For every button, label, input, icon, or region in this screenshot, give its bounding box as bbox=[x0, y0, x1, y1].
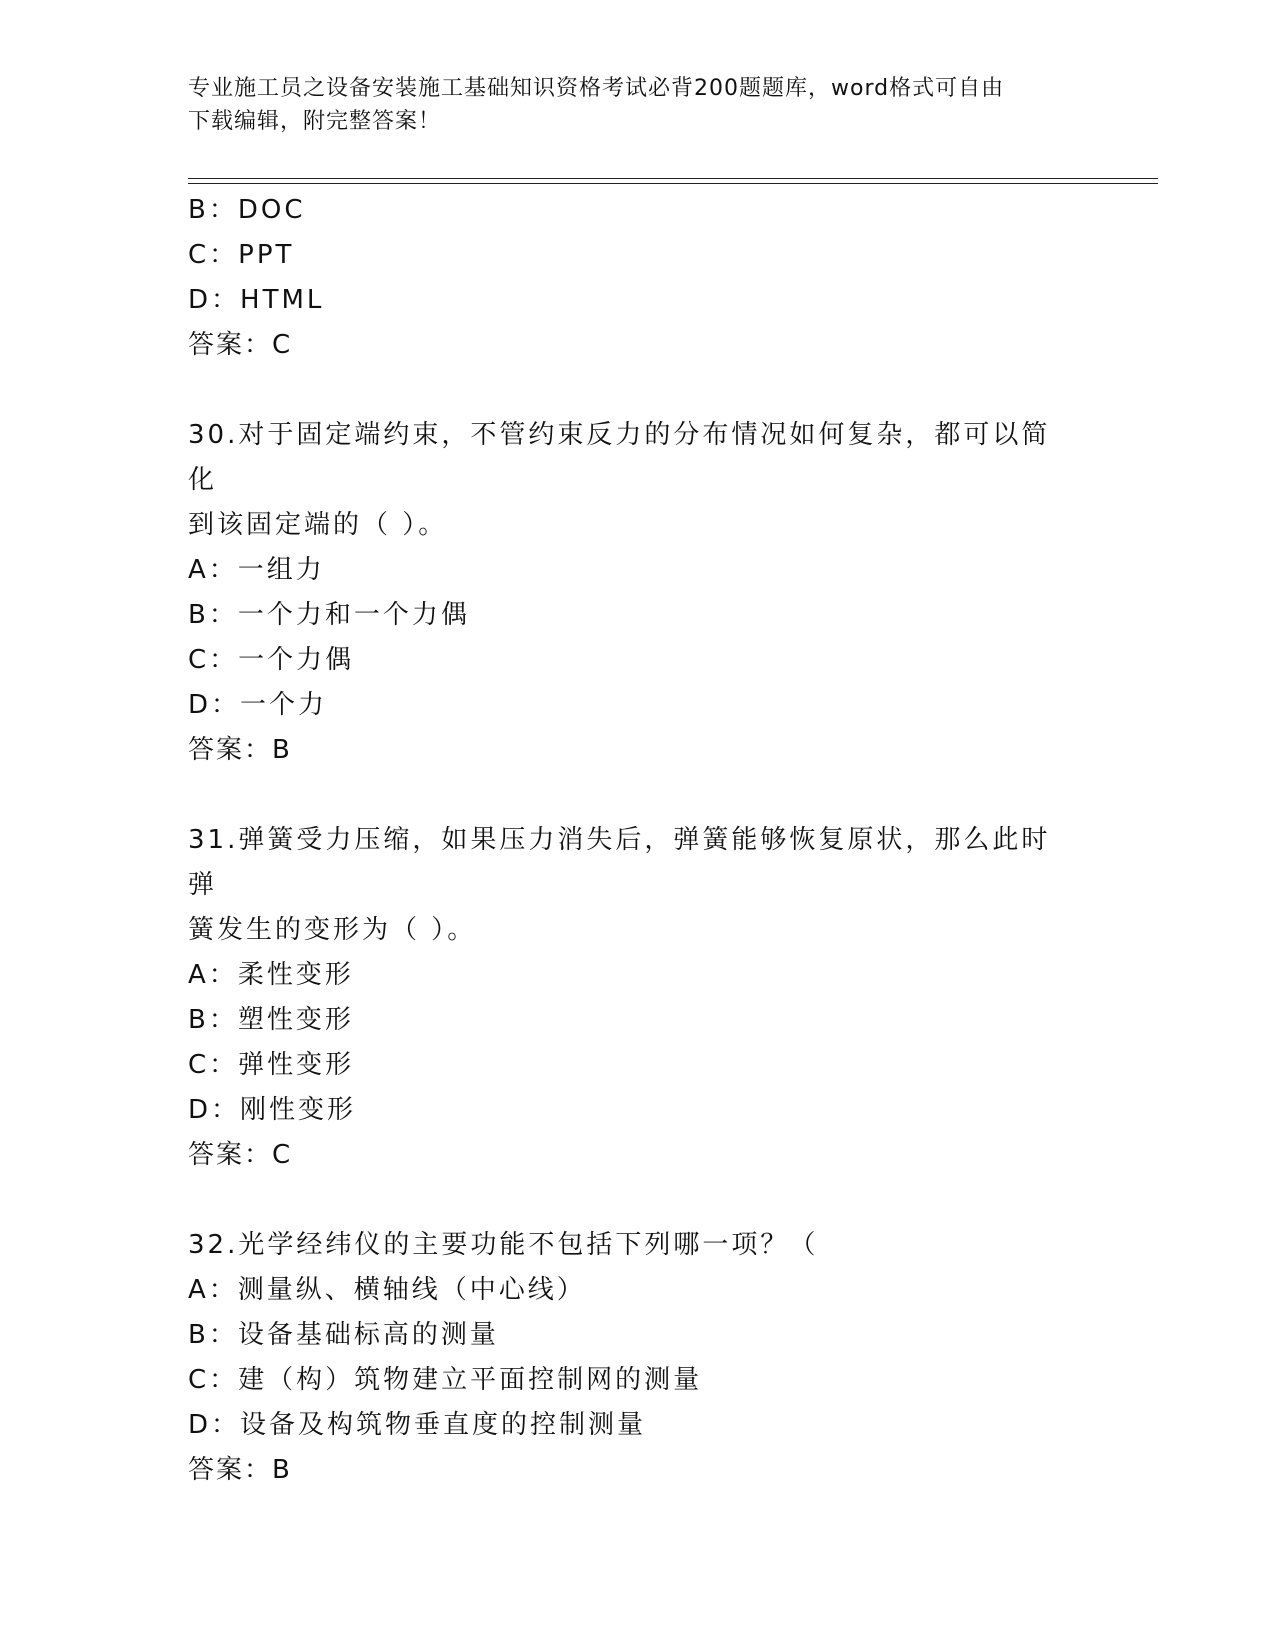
option-c: C：PPT bbox=[188, 240, 295, 270]
option-b: B：一个力和一个力偶 bbox=[188, 600, 470, 630]
option-d: D：刚性变形 bbox=[188, 1095, 357, 1125]
header-divider-top bbox=[188, 178, 1158, 179]
answer: 答案：C bbox=[188, 330, 293, 360]
question-title-line-1: 32.光学经纬仪的主要功能不包括下列哪一项？（ bbox=[188, 1230, 819, 1260]
header-line-1: 专业施工员之设备安装施工基础知识资格考试必背200题题库，word格式可自由 bbox=[188, 76, 1005, 101]
answer: 答案：C bbox=[188, 1140, 293, 1170]
question-29-continued bbox=[188, 188, 1088, 368]
document-header bbox=[188, 72, 1088, 138]
option-a: A：测量纵、横轴线（中心线） bbox=[188, 1275, 586, 1305]
question-32 bbox=[188, 1223, 1088, 1493]
question-list bbox=[188, 188, 1088, 1493]
question-title-line-2: 簧发生的变形为（ ）。 bbox=[188, 915, 477, 945]
question-title-line-1: 30.对于固定端约束，不管约束反力的分布情况如何复杂，都可以简化 bbox=[188, 420, 1051, 495]
option-b: B：设备基础标高的测量 bbox=[188, 1320, 499, 1350]
option-c: C：建（构）筑物建立平面控制网的测量 bbox=[188, 1365, 703, 1395]
option-d: D：一个力 bbox=[188, 690, 328, 720]
answer: 答案：B bbox=[188, 735, 292, 765]
option-b: B：塑性变形 bbox=[188, 1005, 354, 1035]
answer: 答案：B bbox=[188, 1455, 292, 1485]
header-divider-bottom bbox=[188, 183, 1158, 184]
option-a: A：柔性变形 bbox=[188, 960, 354, 990]
option-b: B：DOC bbox=[188, 195, 306, 225]
question-title-line-1: 31.弹簧受力压缩，如果压力消失后，弹簧能够恢复原状，那么此时弹 bbox=[188, 825, 1051, 900]
option-d: D：设备及构筑物垂直度的控制测量 bbox=[188, 1410, 647, 1440]
option-a: A：一组力 bbox=[188, 555, 325, 585]
question-30 bbox=[188, 413, 1088, 773]
option-c: C：弹性变形 bbox=[188, 1050, 355, 1080]
option-c: C：一个力偶 bbox=[188, 645, 355, 675]
question-title-line-2: 到该固定端的（ ）。 bbox=[188, 510, 448, 540]
option-d: D：HTML bbox=[188, 285, 325, 315]
question-31 bbox=[188, 818, 1088, 1178]
header-line-2: 下载编辑，附完整答案！ bbox=[188, 109, 442, 134]
